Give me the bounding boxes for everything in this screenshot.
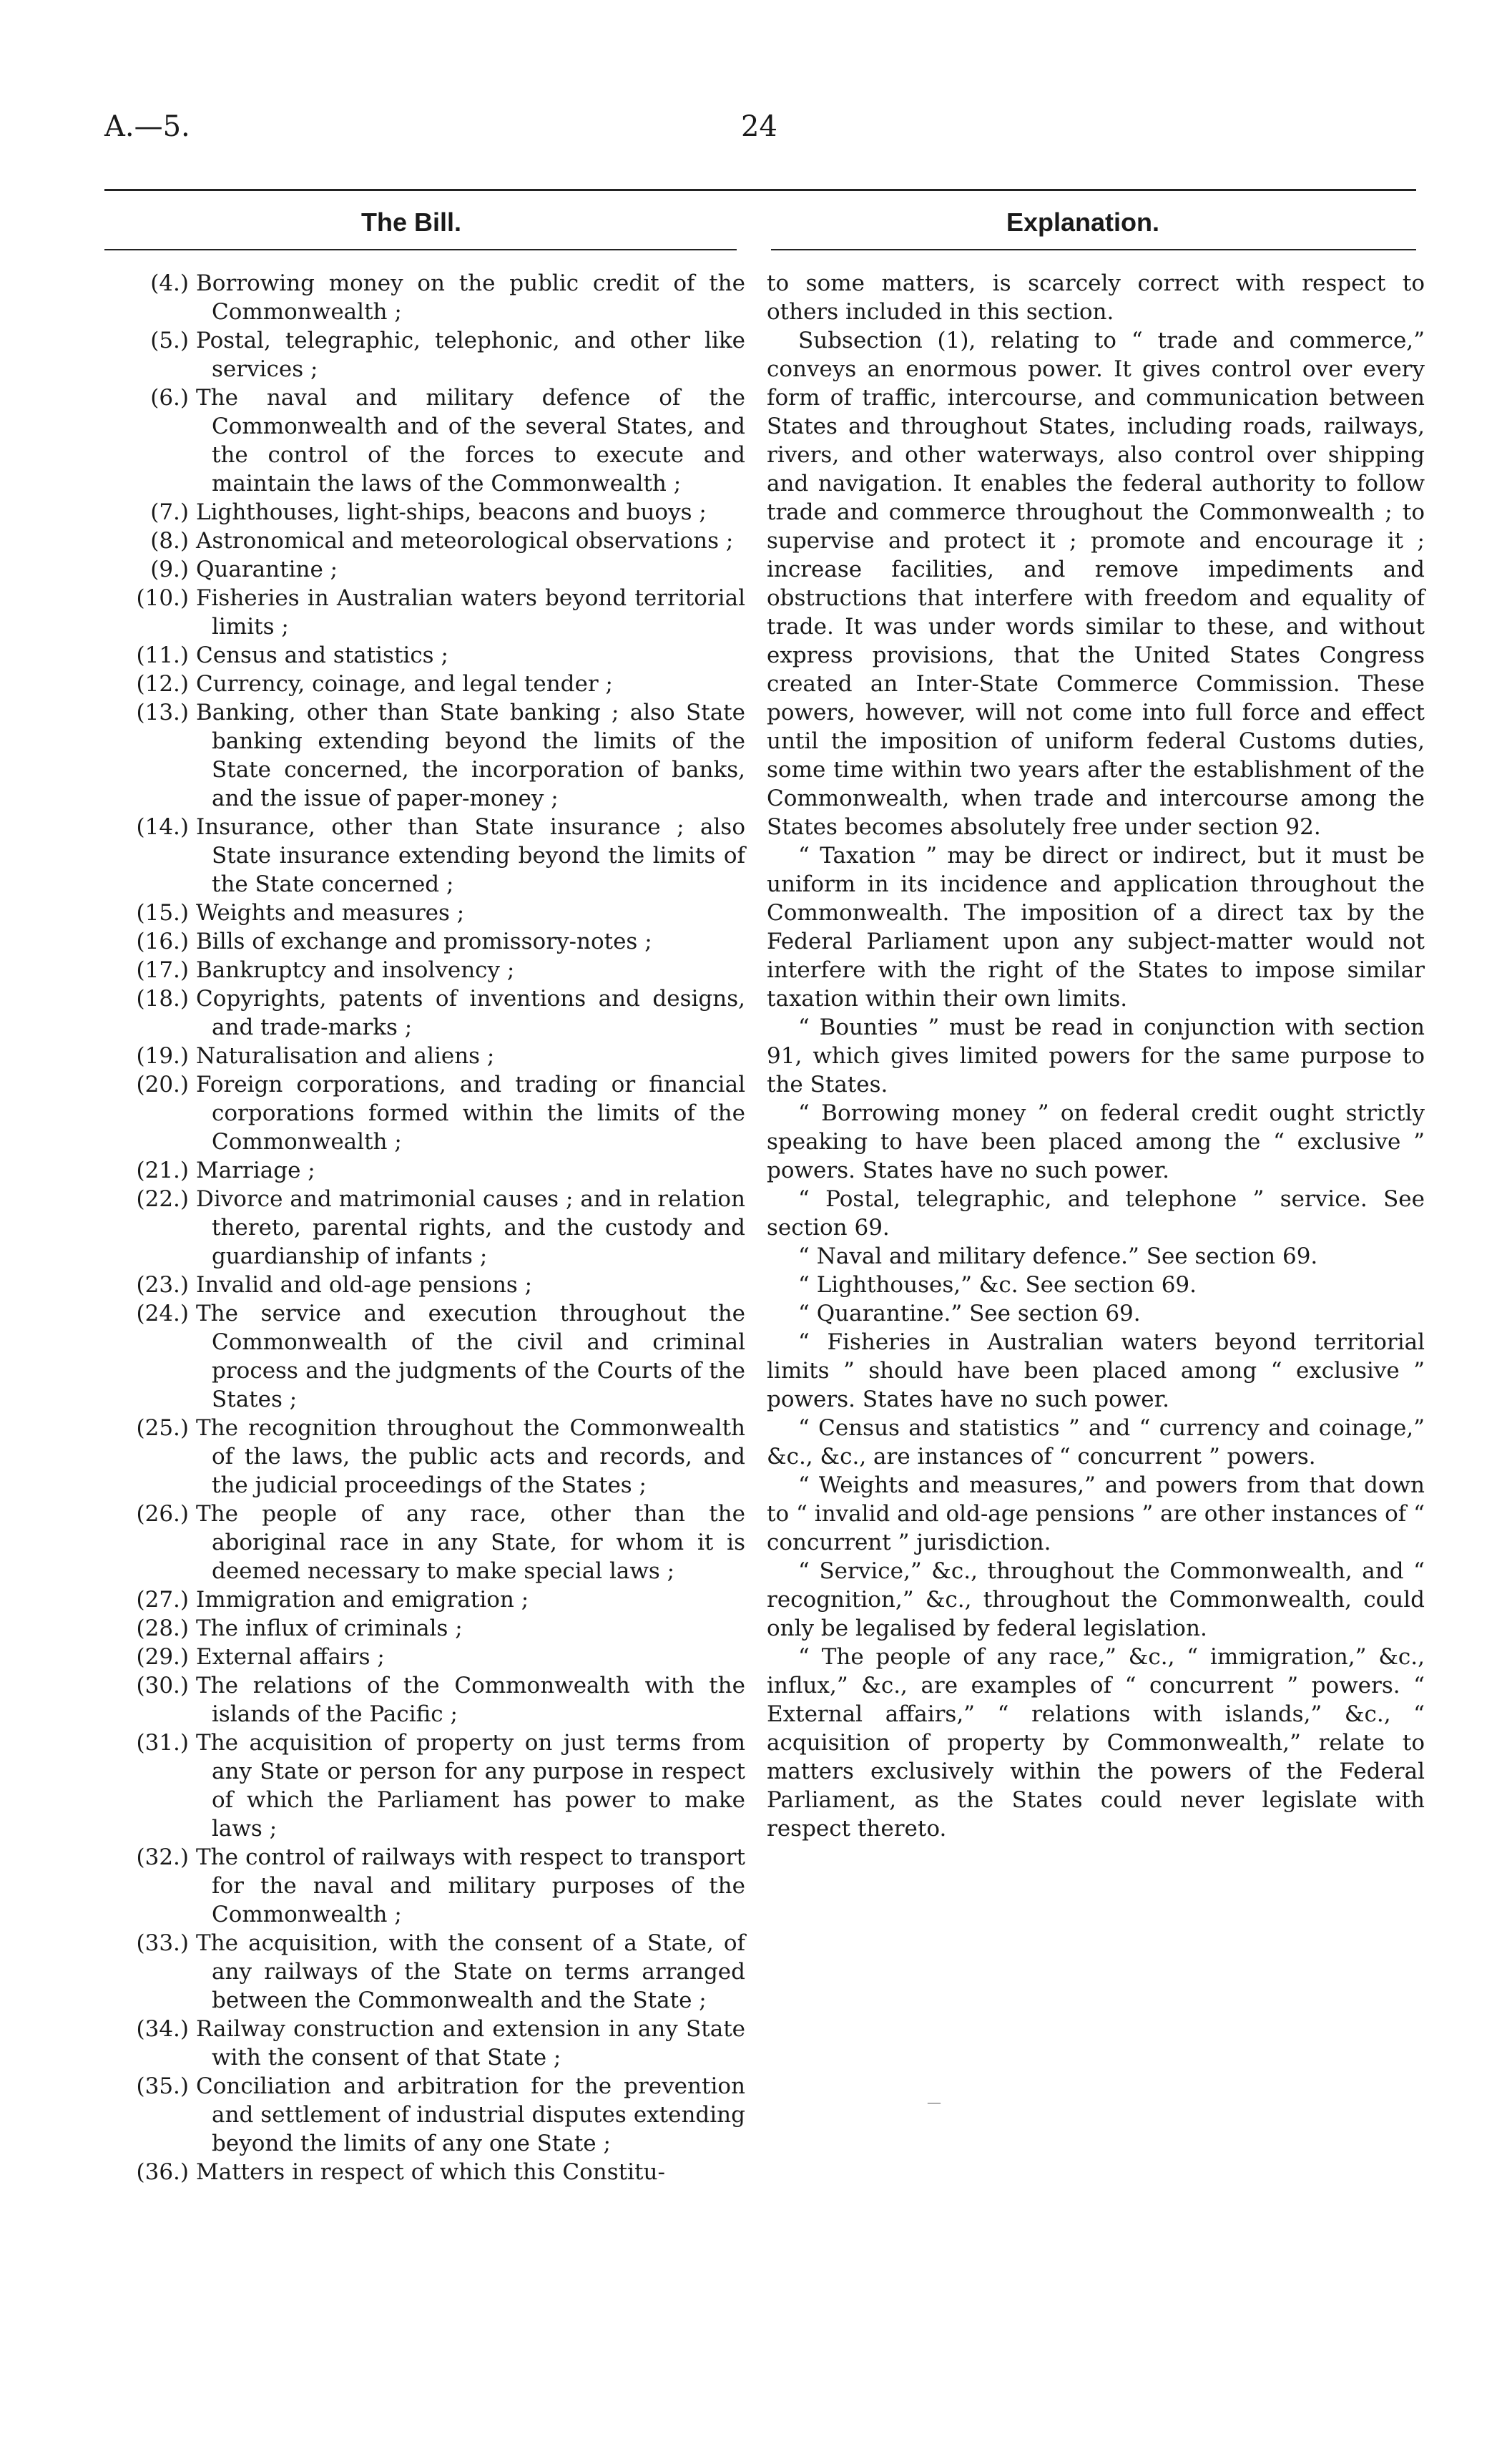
bill-item-text: Foreign corporations, and trading or financial corporations formed within the limits of the Commonwealth ; (196, 1072, 745, 1155)
bill-item-text: External affairs ; (196, 1644, 385, 1670)
explanation-paragraph: “ Borrowing money ” on federal credit ought strictly speaking to have been placed among the “ exclusive ” powers. States have no such power. (767, 1100, 1425, 1183)
bill-item-number: (34.) (136, 2016, 189, 2042)
bill-column-title: The Bill. (361, 207, 462, 237)
bill-item-number: (26.) (136, 1501, 189, 1527)
bill-item-number: (13.) (136, 700, 189, 725)
bill-item-text: Bills of exchange and promissory-notes ; (196, 929, 652, 954)
explanation-column-title: Explanation. (1006, 207, 1160, 237)
bill-item (122, 527, 745, 555)
bill-item (122, 1042, 745, 1070)
bill-item-number: (14.) (136, 814, 189, 840)
bill-item (122, 899, 745, 927)
explanation-paragraph: “ Naval and military defence.” See section 69. (798, 1243, 1318, 1269)
bill-item (122, 498, 745, 527)
bill-item (122, 2072, 745, 2158)
explanation-paragraph: “ Postal, telegraphic, and telephone ” service. See section 69. (767, 1186, 1425, 1241)
bill-item (122, 1500, 745, 1585)
bill-item (122, 1271, 745, 1299)
bill-item (122, 326, 745, 383)
document-reference: A.—5. (104, 110, 190, 143)
bill-item-text: Insurance, other than State insurance ; also State insurance extending beyond the limits of the State concerned ; (196, 814, 745, 897)
bill-item-text: Marriage ; (196, 1158, 315, 1183)
bill-item-number: (8.) (150, 528, 189, 554)
bill-item-text: The naval and military defence of the Commonwealth and of the several States, and the control of the forces to execute and maintain the laws of the Commonwealth ; (196, 385, 745, 497)
explanation-paragraph: “ Service,” &c., throughout the Commonwealth, and “ recognition,” &c., throughout the Commonwealth, could only be legalised by federal legislation. (767, 1558, 1425, 1641)
bill-item-number: (10.) (136, 585, 189, 611)
bill-item-number: (12.) (136, 671, 189, 697)
bill-item (122, 1843, 745, 1929)
bill-item-number: (11.) (136, 642, 189, 668)
bill-item (122, 1643, 745, 1671)
bill-item (122, 1299, 745, 1414)
bill-item-number: (28.) (136, 1615, 189, 1641)
page-number: 24 (741, 110, 777, 143)
header-rule (104, 189, 1416, 191)
bill-item (122, 698, 745, 813)
bill-item-number: (35.) (136, 2073, 189, 2099)
bill-item-text: Fisheries in Australian waters beyond territorial limits ; (196, 585, 745, 640)
bill-item-number: (27.) (136, 1587, 189, 1613)
bill-item-number: (9.) (150, 557, 189, 582)
bill-item (122, 984, 745, 1042)
bill-title-rule (104, 249, 737, 250)
explanation-paragraph: “ Fisheries in Australian waters beyond territorial limits ” should have been placed among “ exclusive ” powers. States have no such power. (767, 1329, 1425, 1412)
bill-item-number: (25.) (136, 1415, 189, 1441)
explanation-paragraph: “ Taxation ” may be direct or indirect, but it must be uniform in its incidence and application throughout the Commonwealth. The imposition of a direct tax by the Federal Parliament upon any subject-matter would not interfere with the right of the States to impose similar taxation within their own limits. (767, 843, 1425, 1012)
bill-item-text: Currency, coinage, and legal tender ; (196, 671, 613, 697)
bill-item-text: Quarantine ; (196, 557, 338, 582)
bill-item-text: Bankruptcy and insolvency ; (196, 957, 515, 983)
bill-item-text: Railway construction and extension in any State with the consent of that State ; (196, 2016, 745, 2071)
bill-item-text: The relations of the Commonwealth with the islands of the Pacific ; (196, 1673, 745, 1727)
bill-item (122, 1585, 745, 1614)
bill-item (122, 555, 745, 584)
bill-item-number: (4.) (150, 270, 189, 296)
bill-item-number: (5.) (150, 328, 189, 353)
bill-column (122, 269, 745, 2186)
bill-item-text: The people of any race, other than the aboriginal race in any State, for whom it is deemed necessary to make special laws ; (196, 1501, 745, 1584)
bill-item (122, 269, 745, 326)
bill-item-text: The control of railways with respect to transport for the naval and military purposes of the Commonwealth ; (196, 1844, 745, 1927)
bill-item-number: (33.) (136, 1930, 189, 1956)
bill-item-text: Conciliation and arbitration for the prevention and settlement of industrial disputes extending beyond the limits of any one State ; (196, 2073, 745, 2156)
bill-item-number: (16.) (136, 929, 189, 954)
explanation-paragraph: “ Lighthouses,” &c. See section 69. (798, 1272, 1197, 1298)
bill-item-text: Astronomical and meteorological observations ; (196, 528, 734, 554)
bill-item (122, 1156, 745, 1185)
bill-item (122, 2015, 745, 2072)
bill-item (122, 383, 745, 498)
bill-item-text: Census and statistics ; (196, 642, 448, 668)
bill-item-number: (32.) (136, 1844, 189, 1870)
bill-item-text: The acquisition of property on just terms from any State or person for any purpose in respect of which the Parliament has power to make laws ; (196, 1730, 745, 1842)
footer-mark: — (927, 2093, 941, 2111)
bill-item-text: Invalid and old-age pensions ; (196, 1272, 533, 1298)
bill-item (122, 1929, 745, 2015)
bill-item-text: The service and execution throughout the Commonwealth of the civil and criminal process and the judgments of the Courts of the States ; (196, 1301, 745, 1412)
bill-item-number: (7.) (150, 499, 189, 525)
explanation-paragraph: “ The people of any race,” &c., “ immigration,” &c., influx,” &c., are examples of “ concurrent ” powers. “ External affairs,” “ relations with islands,” &c., “ acquisition of property by Commonwealth,” relate to matters exclusively within the powers of the Federal Parliament, as the States could never legislate with respect thereto. (767, 1644, 1425, 1842)
bill-item-text: Lighthouses, light-ships, beacons and buoys ; (196, 499, 707, 525)
bill-item-number: (36.) (136, 2159, 189, 2185)
bill-item (122, 641, 745, 670)
bill-item (122, 927, 745, 956)
bill-item-text: Immigration and emigration ; (196, 1587, 529, 1613)
bill-item-number: (30.) (136, 1673, 189, 1698)
bill-item (122, 813, 745, 899)
bill-item (122, 1614, 745, 1643)
bill-item-text: The recognition throughout the Commonwealth of the laws, the public acts and records, and the judicial proceedings of the States ; (196, 1415, 745, 1498)
bill-item-number: (19.) (136, 1043, 189, 1069)
bill-item-text: Naturalisation and aliens ; (196, 1043, 495, 1069)
bill-item (122, 1070, 745, 1156)
explanation-column (767, 269, 1425, 1843)
bill-item-text: Copyrights, patents of inventions and designs, and trade-marks ; (196, 986, 745, 1040)
bill-item-text: Matters in respect of which this Constitu- (196, 2159, 665, 2185)
bill-item-text: Weights and measures ; (196, 900, 465, 926)
bill-item (122, 1185, 745, 1271)
bill-item-text: Postal, telegraphic, telephonic, and other like services ; (196, 328, 745, 382)
bill-item-number: (18.) (136, 986, 189, 1012)
explanation-paragraph: “ Weights and measures,” and powers from that down to “ invalid and old-age pensions ” are other instances of “ concurrent ” jurisdiction. (767, 1472, 1425, 1555)
bill-item (122, 956, 745, 984)
bill-item-number: (15.) (136, 900, 189, 926)
bill-item-number: (22.) (136, 1186, 189, 1212)
explanation-paragraph: to some matters, is scarcely correct with respect to others included in this section. (767, 270, 1425, 325)
bill-item-text: Borrowing money on the public credit of the Commonwealth ; (196, 270, 745, 325)
bill-item-number: (6.) (150, 385, 189, 411)
bill-item-number: (17.) (136, 957, 189, 983)
bill-item-text: The influx of criminals ; (196, 1615, 463, 1641)
explanation-paragraph: “ Census and statistics ” and “ currency and coinage,” &c., &c., are instances of “ concurrent ” powers. (767, 1415, 1425, 1470)
explanation-paragraph: Subsection (1), relating to “ trade and commerce,” conveys an enormous power. It gives control over every form of traffic, intercourse, and communication between States and throughout States, including roads, railways, rivers, and other waterways, also control over shipping and navigation. It enables the federal authority to follow trade and commerce throughout the Commonwealth ; to supervise and protect it ; promote and encourage it ; increase facilities, and remove impediments and obstructions that interfere with freedom and equality of trade. It was under words similar to these, and without express provisions, that the United States Congress created an Inter-State Commerce Commission. These powers, however, will not come into full force and effect until the imposition of uniform federal Customs duties, some time within two years after the establishment of the Commonwealth, when trade and intercourse among the States becomes absolutely free under section 92. (767, 328, 1425, 840)
bill-item-number: (23.) (136, 1272, 189, 1298)
bill-item (122, 584, 745, 641)
bill-item (122, 1414, 745, 1500)
bill-item (122, 2158, 745, 2186)
bill-item-text: Divorce and matrimonial causes ; and in relation thereto, parental rights, and the custody and guardianship of infants ; (196, 1186, 745, 1269)
bill-item (122, 1671, 745, 1729)
bill-item-number: (21.) (136, 1158, 189, 1183)
explanation-paragraph: “ Bounties ” must be read in conjunction with section 91, which gives limited powers for the same purpose to the States. (767, 1015, 1425, 1097)
bill-item-number: (29.) (136, 1644, 189, 1670)
bill-item (122, 1729, 745, 1843)
bill-item-number: (31.) (136, 1730, 189, 1756)
explanation-title-rule (771, 249, 1416, 250)
bill-item-number: (24.) (136, 1301, 189, 1326)
bill-item (122, 670, 745, 698)
bill-item-text: Banking, other than State banking ; also State banking extending beyond the limits of the State concerned, the incorporation of banks, and the issue of paper-money ; (196, 700, 745, 811)
bill-item-text: The acquisition, with the consent of a State, of any railways of the State on terms arranged between the Commonwealth and the State ; (196, 1930, 745, 2013)
bill-item-number: (20.) (136, 1072, 189, 1097)
explanation-paragraph: “ Quarantine.” See section 69. (798, 1301, 1141, 1326)
